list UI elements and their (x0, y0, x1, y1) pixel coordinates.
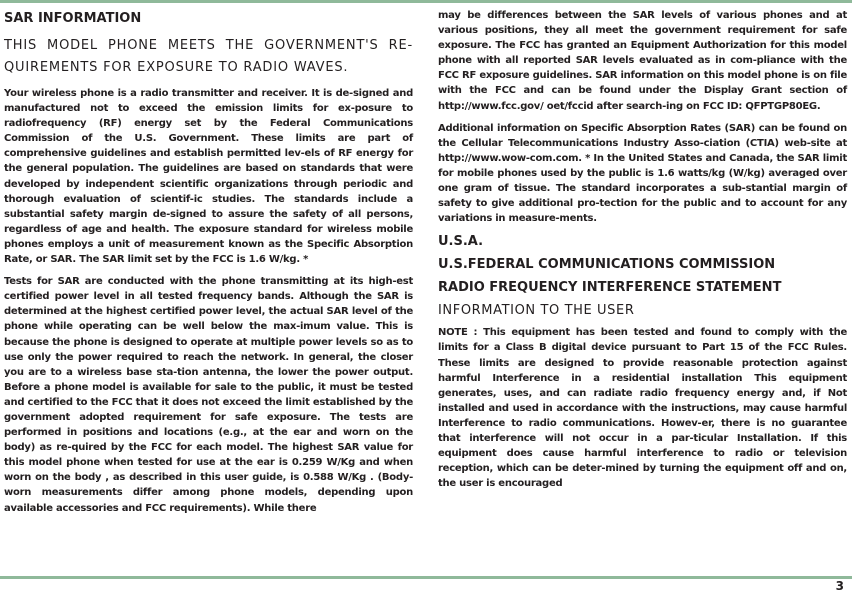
right-column (438, 8, 847, 498)
usa-heading: U.S.A. (438, 234, 484, 250)
fcc-note-paragraph: NOTE : This equipment has been tested and found to comply with the limits for a Class B digital device pursuant to Part 15 of the FCC Rules. These limits are designed to provide reasonable protection against harmful Interference in a residential installation This equipment generates, uses, and can radiate radio frequency energy and, if Not installed and used in accordance with the instructions, may cause harmful Interference to radio communications. Howev-er, there is no guarantee that interference will not occur in a par-ticular Installation. If this equipment does cause harmful interference to radio or television reception, which can be deter-mined by turning the equipment off and on, the user is encouraged (438, 327, 847, 490)
page-number: 3 (835, 579, 844, 593)
rf-interference-heading: RADIO FREQUENCY INTERFERENCE STATEMENT (438, 280, 782, 296)
sar-paragraph-2: Tests for SAR are conducted with the phone transmitting at its high-est certified power level in all tested frequency bands. Although the SAR is determined at the highest certified power level, the actual SAR level of the phone while operating can be well below the max-imum value. This is because the phone is designed to operate at multiple power levels so as to use only the power required to reach the network. In general, the closer you are to a wireless base sta-tion antenna, the lower the power output. Before a phone model is available for sale to the public, it must be tested and certified to the FCC that it does not exceed the limit established by the government adopted requirement for safe exposure. The tests are performed in positions and locations (e.g., at the ear and worn on the body) as re-quired by the FCC for each model. The highest SAR value for this model phone when tested for use at the ear is 0.259 W/Kg and when worn on the body , as described in this user guide, is 0.588 W/Kg . (Body-worn measurements differ among phone models, depending upon available accessories and FCC requirements). While there (4, 276, 413, 514)
left-column (4, 8, 413, 523)
sar-paragraph-3: may be differences between the SAR levels of various phones and at various positions, they all meet the government requirement for safe exposure. The FCC has granted an Equipment Authorization for this model phone with all reported SAR levels evaluated as in com-pliance with the FCC RF exposure guidelines. SAR information on this model phone is on file with the FCC and can be found under the Display Grant section of http://www.fcc.gov/ oet/fccid after search-ing on FCC ID: QFPTGP80EG. (438, 10, 847, 112)
sar-lead-statement: THIS MODEL PHONE MEETS THE GOVERNMENT'S RE-QUIREMENTS FOR EXPOSURE TO RADIO WAVES. (4, 38, 413, 75)
bottom-rule (0, 576, 852, 579)
fcc-heading: U.S.FEDERAL COMMUNICATIONS COMMISSION (438, 257, 776, 273)
top-rule (0, 0, 852, 3)
sar-paragraph-4: Additional information on Specific Absorption Rates (SAR) can be found on the Cellular Telecommunications Industry Asso-ciation (CTIA) web-site at http://www.wow-com.com. * In the United States and Canada, the SAR limit for mobile phones used by the public is 1.6 watts/kg (W/kg) averaged over one gram of tissue. The standard incorporates a sub-stantial margin of safety to give additional pro-tection for the public and to account for any variations in measure-ments. (438, 122, 847, 225)
sar-information-heading: SAR INFORMATION (4, 11, 142, 26)
information-to-user-heading: INFORMATION TO THE USER (438, 303, 635, 319)
sar-paragraph-1: Your wireless phone is a radio transmitter and receiver. It is de-signed and manufactured not to exceed the emission limits for ex-posure to radiofrequency (RF) energy set by the Federal Communications Commission of the U.S. Government. These limits are part of comprehensive guidelines and establish permitted lev-els of RF energy for the general population. The guidelines are based on standards that were developed by independent scientific organizations through periodic and thorough evaluation of scientif-ic studies. The standards include a substantial safety margin de-signed to assure the safety of all persons, regardless of age and health. The exposure standard for wireless mobile phones employs a unit of measurement known as the Specific Absorption Rate, or SAR. The SAR limit set by the FCC is 1.6 W/kg. * (4, 88, 413, 266)
